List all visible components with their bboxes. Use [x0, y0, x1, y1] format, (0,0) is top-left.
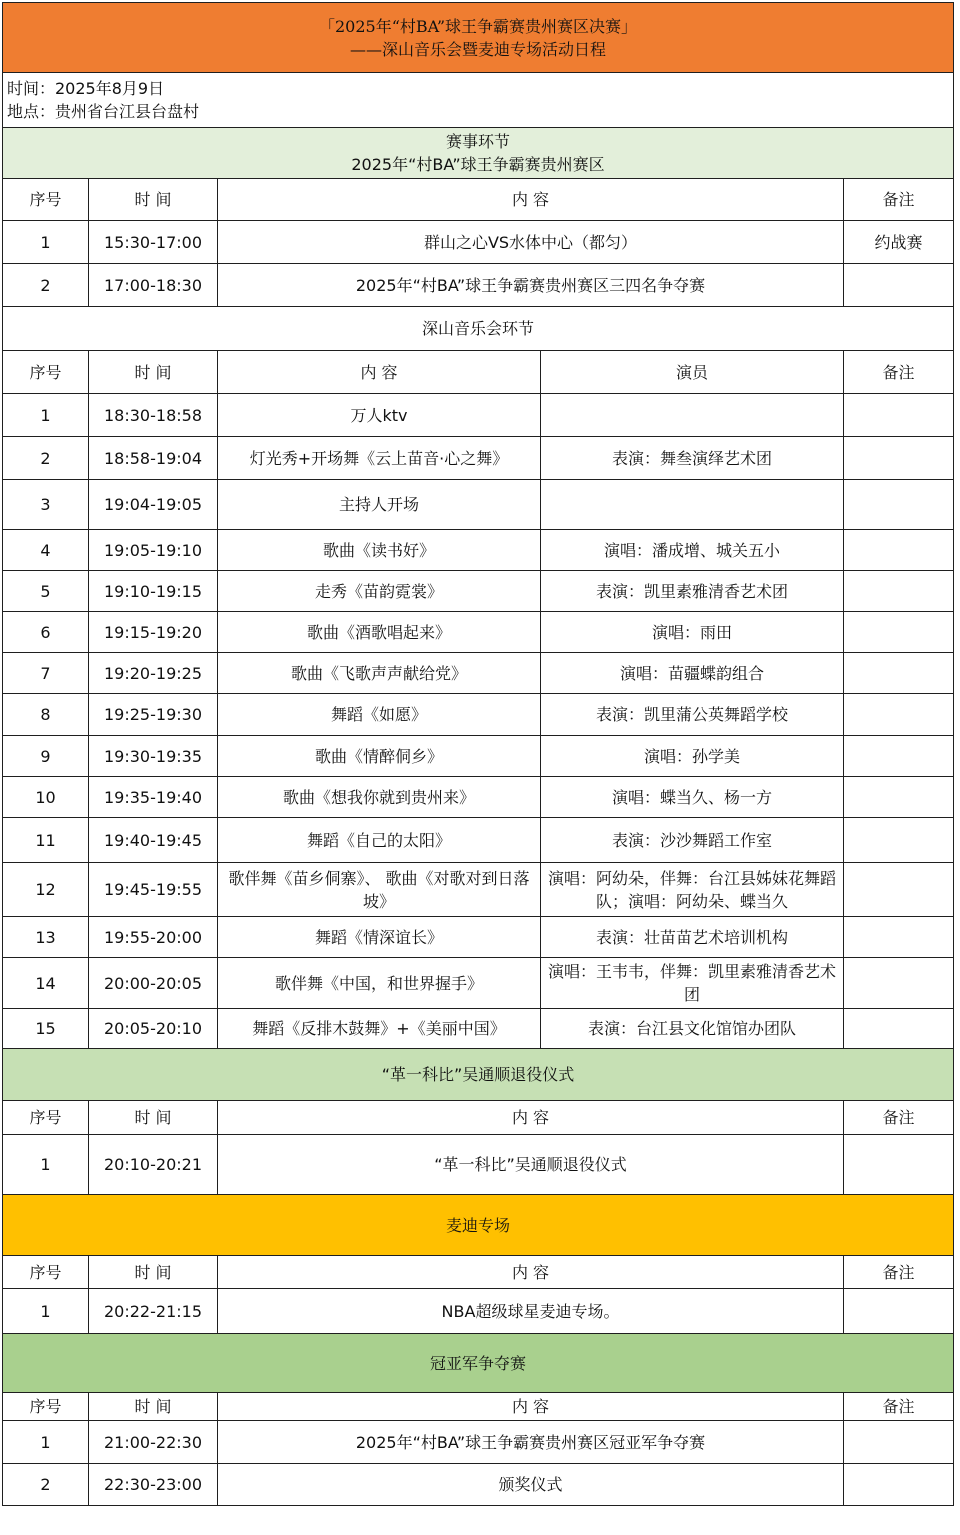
cell-no: 4	[3, 530, 89, 571]
cell-no: 8	[3, 694, 89, 736]
cell-no: 1	[3, 1135, 89, 1195]
cell-performer: 演唱：蝶当久、杨一方	[541, 777, 844, 818]
cell-performer: 表演：舞叁演绎艺术团	[541, 437, 844, 480]
cell-time: 19:05-19:10	[89, 530, 218, 571]
col-header-content: 内 容	[218, 1101, 844, 1135]
col-header-performer: 演员	[541, 351, 844, 394]
cell-content: 歌曲《想我你就到贵州来》	[218, 777, 541, 818]
cell-no: 10	[3, 777, 89, 818]
table-row	[3, 221, 954, 264]
cell-performer: 表演：沙沙舞蹈工作室	[541, 818, 844, 863]
cell-time: 20:10-20:21	[89, 1135, 218, 1195]
cell-note	[844, 437, 954, 480]
cell-note	[844, 571, 954, 612]
cell-content: 舞蹈《自己的太阳》	[218, 818, 541, 863]
col-header-time: 时 间	[89, 1256, 218, 1289]
cell-performer: 演唱：潘成增、城关五小	[541, 530, 844, 571]
cell-performer	[541, 480, 844, 530]
cell-no: 2	[3, 1464, 89, 1506]
cell-content: 2025年“村BA”球王争霸赛贵州赛区三四名争夺赛	[218, 264, 844, 307]
cell-note	[844, 917, 954, 958]
cell-time: 20:05-20:10	[89, 1009, 218, 1049]
cell-content: 歌曲《酒歌唱起来》	[218, 612, 541, 653]
cell-content: 2025年“村BA”球王争霸赛贵州赛区冠亚军争夺赛	[218, 1421, 844, 1464]
cell-time: 19:15-19:20	[89, 612, 218, 653]
cell-note	[844, 1464, 954, 1506]
cell-time: 20:22-21:15	[89, 1289, 218, 1334]
cell-no: 1	[3, 1421, 89, 1464]
col-header-time: 时 间	[89, 1393, 218, 1421]
event-info	[3, 73, 954, 128]
table-row	[3, 736, 954, 777]
cell-note	[844, 694, 954, 736]
column-header-row	[3, 1256, 954, 1289]
table-row	[3, 1135, 954, 1195]
cell-content: 歌伴舞《中国，和世界握手》	[218, 958, 541, 1009]
cell-content: 主持人开场	[218, 480, 541, 530]
col-header-note: 备注	[844, 1256, 954, 1289]
cell-time: 21:00-22:30	[89, 1421, 218, 1464]
cell-note	[844, 612, 954, 653]
cell-no: 7	[3, 653, 89, 694]
table-row	[3, 1289, 954, 1334]
table-row	[3, 1464, 954, 1506]
cell-note	[844, 394, 954, 437]
cell-content: 歌曲《情醉侗乡》	[218, 736, 541, 777]
title-line-2: ——深山音乐会暨麦迪专场活动日程	[350, 39, 607, 59]
cell-time: 19:30-19:35	[89, 736, 218, 777]
cell-content: 群山之心VS水体中心（都匀）	[218, 221, 844, 264]
cell-no: 5	[3, 571, 89, 612]
table-row	[3, 480, 954, 530]
table-row	[3, 1009, 954, 1049]
cell-content: 歌曲《飞歌声声献给党》	[218, 653, 541, 694]
cell-note	[844, 1289, 954, 1334]
cell-time: 19:55-20:00	[89, 917, 218, 958]
cell-content: 舞蹈《如愿》	[218, 694, 541, 736]
cell-no: 6	[3, 612, 89, 653]
table-row	[3, 777, 954, 818]
cell-content: 万人ktv	[218, 394, 541, 437]
section-header-final: 冠亚军争夺赛	[3, 1334, 954, 1393]
col-header-content: 内 容	[218, 1256, 844, 1289]
col-header-time: 时 间	[89, 351, 218, 394]
cell-note	[844, 818, 954, 863]
col-header-no: 序号	[3, 1393, 89, 1421]
cell-time: 19:20-19:25	[89, 653, 218, 694]
table-row	[3, 958, 954, 1009]
cell-no: 1	[3, 221, 89, 264]
cell-content: 颁奖仪式	[218, 1464, 844, 1506]
cell-note	[844, 264, 954, 307]
table-row	[3, 653, 954, 694]
table-row	[3, 917, 954, 958]
cell-time: 15:30-17:00	[89, 221, 218, 264]
cell-note	[844, 1009, 954, 1049]
cell-content: 舞蹈《反排木鼓舞》+《美丽中国》	[218, 1009, 541, 1049]
cell-time: 22:30-23:00	[89, 1464, 218, 1506]
col-header-no: 序号	[3, 351, 89, 394]
cell-no: 15	[3, 1009, 89, 1049]
cell-content: “革一科比”吴通顺退役仪式	[218, 1135, 844, 1195]
column-header-row	[3, 351, 954, 394]
col-header-no: 序号	[3, 179, 89, 221]
cell-performer: 演唱：阿幼朵，伴舞：台江县姊妹花舞蹈队；演唱：阿幼朵、蝶当久	[541, 863, 844, 917]
cell-performer: 演唱：王韦韦，伴舞：凯里素雅清香艺术团	[541, 958, 844, 1009]
cell-time: 17:00-18:30	[89, 264, 218, 307]
column-header-row	[3, 1393, 954, 1421]
cell-time: 19:04-19:05	[89, 480, 218, 530]
cell-no: 1	[3, 1289, 89, 1334]
table-row	[3, 863, 954, 917]
cell-note	[844, 1135, 954, 1195]
section-header-concert: 深山音乐会环节	[3, 307, 954, 351]
table-row	[3, 571, 954, 612]
cell-note	[844, 777, 954, 818]
cell-time: 19:45-19:55	[89, 863, 218, 917]
cell-content: 舞蹈《情深谊长》	[218, 917, 541, 958]
section-header-match	[3, 128, 954, 179]
cell-performer	[541, 394, 844, 437]
col-header-content: 内 容	[218, 351, 541, 394]
column-header-row	[3, 1101, 954, 1135]
cell-no: 1	[3, 394, 89, 437]
section-subtitle: 2025年“村BA”球王争霸赛贵州赛区	[351, 155, 605, 174]
cell-note: 约战赛	[844, 221, 954, 264]
table-row	[3, 437, 954, 480]
section-header-mcgrady: 麦迪专场	[3, 1195, 954, 1256]
col-header-note: 备注	[844, 1101, 954, 1135]
cell-performer: 演唱：雨田	[541, 612, 844, 653]
event-time: 时间：2025年8月9日	[7, 79, 165, 98]
table-row	[3, 264, 954, 307]
cell-time: 20:00-20:05	[89, 958, 218, 1009]
cell-note	[844, 958, 954, 1009]
cell-time: 19:40-19:45	[89, 818, 218, 863]
cell-note	[844, 530, 954, 571]
table-row	[3, 1421, 954, 1464]
cell-time: 18:30-18:58	[89, 394, 218, 437]
col-header-content: 内 容	[218, 179, 844, 221]
event-place: 地点：贵州省台江县台盘村	[7, 102, 200, 121]
title-line-1: 「2025年“村BA”球王争霸赛贵州赛区决赛」	[318, 16, 638, 36]
cell-performer: 表演：凯里素雅清香艺术团	[541, 571, 844, 612]
table-row	[3, 612, 954, 653]
table-row	[3, 818, 954, 863]
cell-content: NBA超级球星麦迪专场。	[218, 1289, 844, 1334]
col-header-note: 备注	[844, 351, 954, 394]
cell-no: 12	[3, 863, 89, 917]
cell-note	[844, 863, 954, 917]
cell-content: 歌曲《读书好》	[218, 530, 541, 571]
cell-time: 18:58-19:04	[89, 437, 218, 480]
table-row	[3, 694, 954, 736]
cell-performer: 演唱：孙学美	[541, 736, 844, 777]
col-header-no: 序号	[3, 1256, 89, 1289]
table-row	[3, 394, 954, 437]
cell-no: 2	[3, 437, 89, 480]
cell-time: 19:10-19:15	[89, 571, 218, 612]
cell-no: 13	[3, 917, 89, 958]
cell-performer: 表演：台江县文化馆馆办团队	[541, 1009, 844, 1049]
cell-no: 9	[3, 736, 89, 777]
cell-no: 2	[3, 264, 89, 307]
cell-performer: 表演：凯里蒲公英舞蹈学校	[541, 694, 844, 736]
cell-no: 3	[3, 480, 89, 530]
cell-performer: 演唱：苗疆蝶韵组合	[541, 653, 844, 694]
schedule-table	[2, 2, 954, 1506]
cell-no: 14	[3, 958, 89, 1009]
cell-performer: 表演：壮苗苗艺术培训机构	[541, 917, 844, 958]
section-header-retirement: “革一科比”吴通顺退役仪式	[3, 1049, 954, 1101]
col-header-note: 备注	[844, 179, 954, 221]
table-row	[3, 530, 954, 571]
col-header-time: 时 间	[89, 1101, 218, 1135]
cell-time: 19:35-19:40	[89, 777, 218, 818]
cell-note	[844, 653, 954, 694]
column-header-row	[3, 179, 954, 221]
cell-no: 11	[3, 818, 89, 863]
page-title	[3, 3, 954, 73]
cell-content: 走秀《苗韵霓裳》	[218, 571, 541, 612]
cell-time: 19:25-19:30	[89, 694, 218, 736]
col-header-note: 备注	[844, 1393, 954, 1421]
cell-note	[844, 480, 954, 530]
cell-content: 灯光秀+开场舞《云上苗音·心之舞》	[218, 437, 541, 480]
section-title: 赛事环节	[446, 132, 511, 151]
col-header-no: 序号	[3, 1101, 89, 1135]
cell-note	[844, 1421, 954, 1464]
cell-content: 歌伴舞《苗乡侗寨》、 歌曲《对歌对到日落坡》	[218, 863, 541, 917]
col-header-time: 时 间	[89, 179, 218, 221]
cell-note	[844, 736, 954, 777]
col-header-content: 内 容	[218, 1393, 844, 1421]
